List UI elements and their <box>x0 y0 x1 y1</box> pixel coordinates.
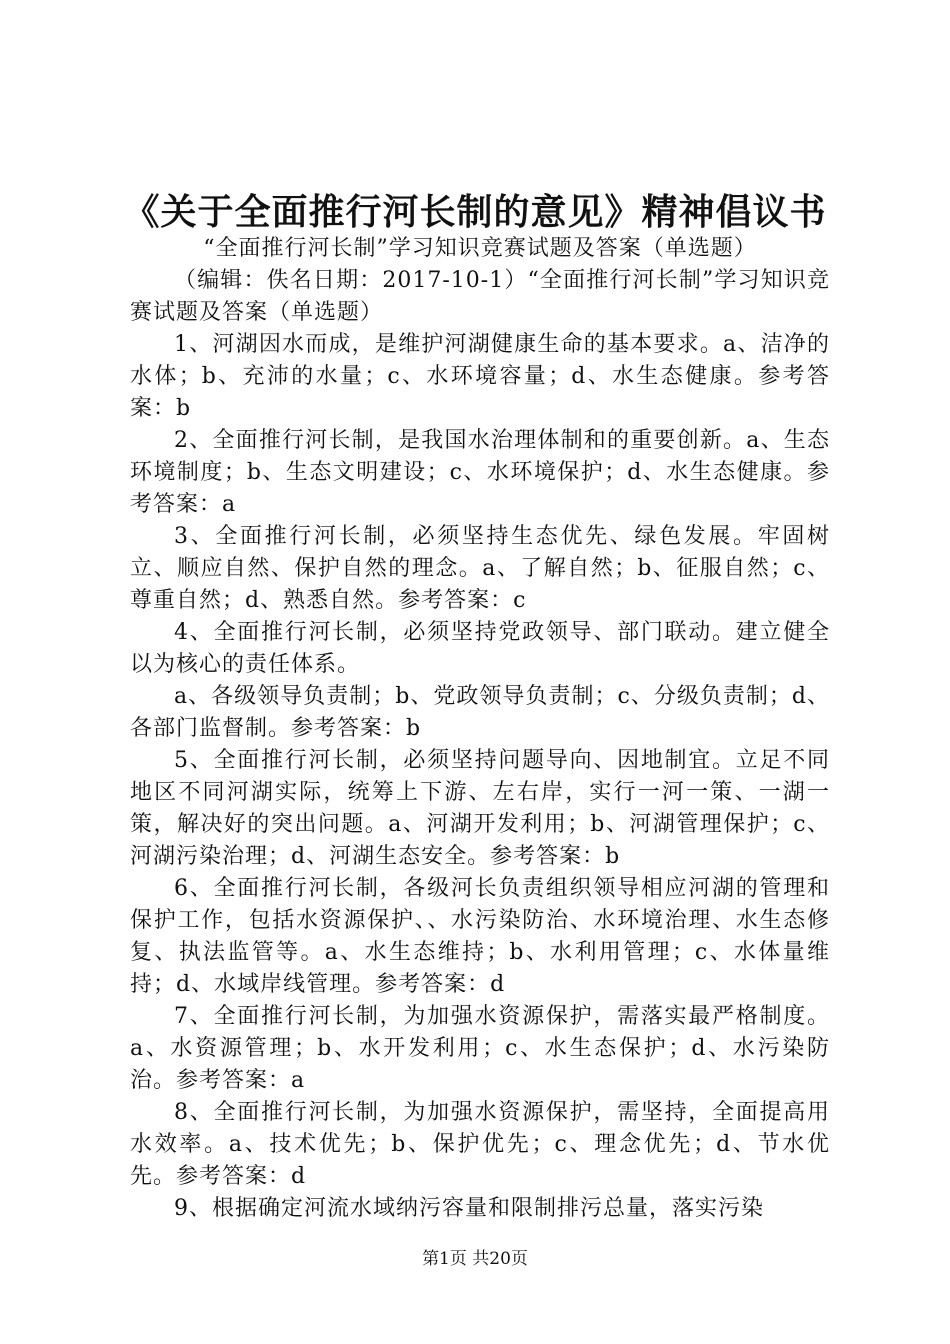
paragraph-q2: 2、全面推行河长制，是我国水治理体制和的重要创新。a、生态环境制度；b、生态文明建设；c、水环境保护；d、水生态健康。参考答案：a <box>130 428 830 517</box>
paragraph-q3: 3、全面推行河长制，必须坚持生态优先、绿色发展。牢固树立、顺应自然、保护自然的理念。a、了解自然；b、征服自然；c、尊重自然；d、熟悉自然。参考答案：c <box>130 524 830 613</box>
paragraph-q4-options: a、各级领导负责制；b、党政领导负责制；c、分级负责制；d、各部门监督制。参考答案：b <box>130 684 830 741</box>
paragraph-q6: 6、全面推行河长制，各级河长负责组织领导相应河湖的管理和保护工作，包括水资源保护、、水污染防治、水环境治理、水生态修复、执法监管等。a、水生态维持；b、水利用管理；c、水体量维持；d、水域岸线管理。参考答案：d <box>130 876 830 997</box>
subtitle: “全面推行河长制”学习知识竞赛试题及答案（单选题） <box>203 236 757 261</box>
paragraph-q1: 1、河湖因水而成，是维护河湖健康生命的基本要求。a、洁净的水体；b、充沛的水量；c、水环境容量；d、水生态健康。参考答案：b <box>130 332 830 421</box>
paragraph-q4: 4、全面推行河长制，必须坚持党政领导、部门联动。建立健全以为核心的责任体系。 <box>130 620 830 677</box>
paragraph-q5: 5、全面推行河长制，必须坚持问题导向、因地制宜。立足不同地区不同河湖实际，统筹上下游、左右岸，实行一河一策、一湖一策，解决好的突出问题。a、河湖开发利用；b、河湖管理保护；c、河湖污染治理；d、河湖生态安全。参考答案：b <box>130 748 830 869</box>
document-title: 《关于全面推行河长制的意见》精神倡议书 <box>123 192 827 233</box>
paragraph-q7: 7、全面推行河长制，为加强水资源保护，需落实最严格制度。a、水资源管理；b、水开发利用；c、水生态保护；d、水污染防治。参考答案：a <box>130 1004 830 1093</box>
paragraph-intro: （编辑：佚名日期：2017-10-1）“全面推行河长制”学习知识竞赛试题及答案（单选题） <box>130 268 830 325</box>
page-number-footer: 第1页 共20页 <box>422 1249 528 1269</box>
paragraph-q9: 9、根据确定河流水域纳污容量和限制排污总量，落实污染 <box>174 1196 764 1221</box>
paragraph-q8: 8、全面推行河长制，为加强水资源保护，需坚持，全面提高用水效率。a、技术优先；b、保护优先；c、理念优先；d、节水优先。参考答案：d <box>130 1100 830 1189</box>
document-body <box>130 233 830 1225</box>
